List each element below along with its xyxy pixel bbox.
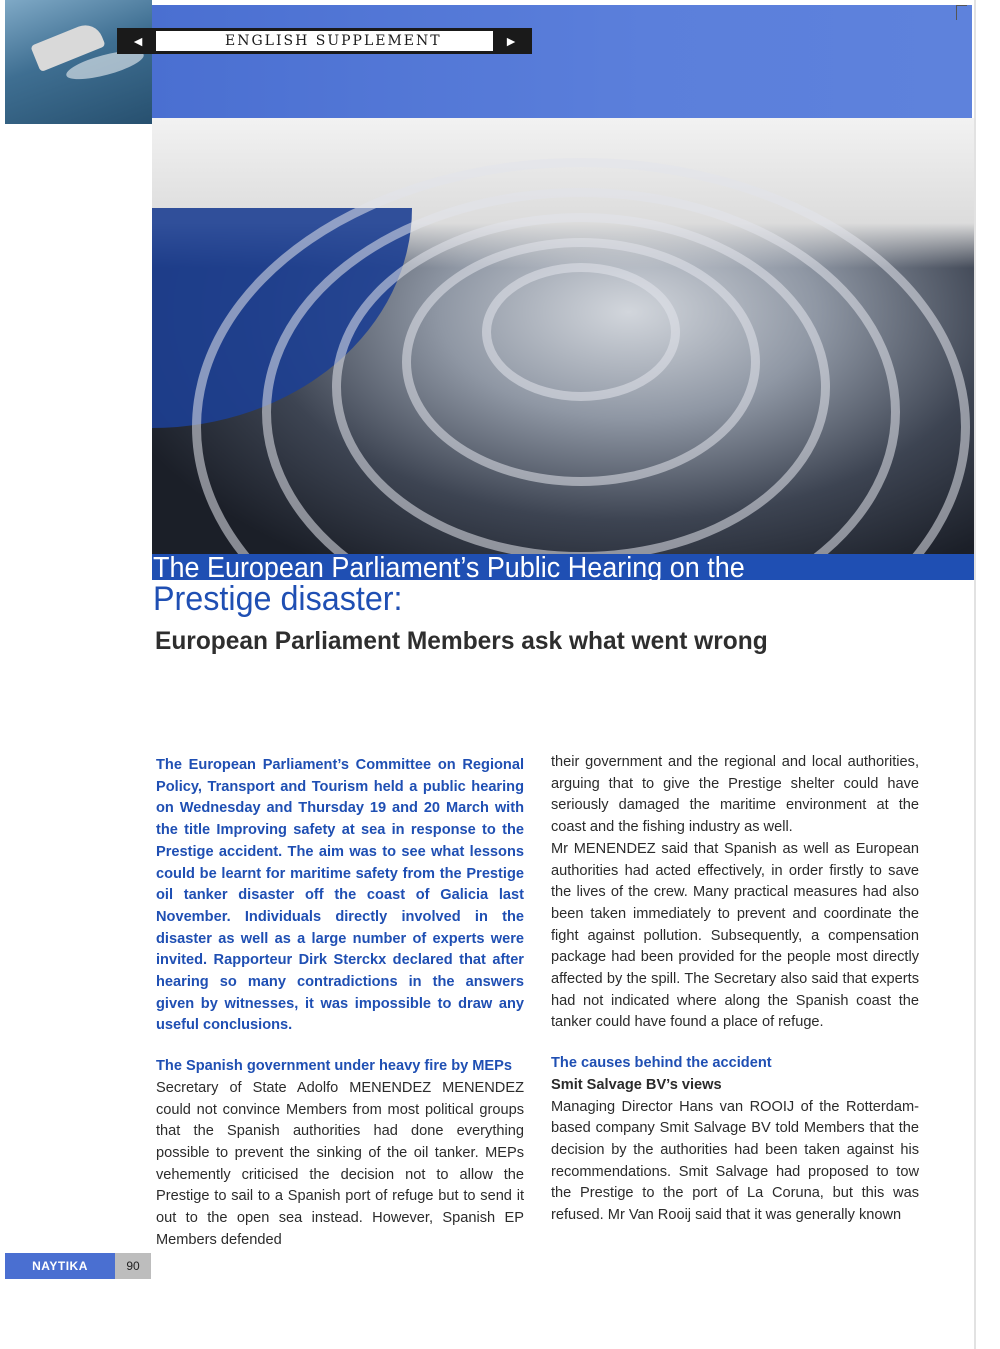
header-banner bbox=[152, 5, 972, 124]
left-arrow-icon[interactable]: ◄ bbox=[120, 31, 156, 51]
headline-line-1: The European Parliament’s Public Hearing on the bbox=[153, 552, 745, 584]
page-edge-line bbox=[974, 0, 976, 1349]
right-arrow-icon[interactable]: ► bbox=[493, 31, 529, 51]
article-subhead: European Parliament Members ask what went wrong bbox=[155, 627, 768, 655]
magazine-name-tab: ΝΑΥΤΙΚΑ ΧΡΟΝΙΚΑ bbox=[5, 1253, 115, 1279]
crop-mark bbox=[956, 5, 967, 20]
headline-line-2: Prestige disaster: bbox=[153, 580, 403, 618]
article-column-left bbox=[156, 755, 524, 1251]
paragraph-government-defended: their government and the regional and local authorities, arguing that to give the Prestige shelter could have seriously damaged the maritime environment at the coast and the fishing industry as well. bbox=[551, 754, 919, 836]
section-body-spanish-government: Secretary of State Adolfo MENENDEZ MENENDEZ could not convince Members from most political groups that the Spanish authorities had done everything possible to prevent the sinking of the oil tanker. MEPs vehemently criticised the decision not to allow the Prestige to sail to a Spanish port of refuge but to send it out to the open sea instead. However, Spanish EP Members defended bbox=[156, 1079, 524, 1248]
article-lead: The European Parliament’s Committee on Regional Policy, Transport and Tourism held a public hearing on Wednesday and Thursday 19 and 20 March with the title Improving safety at sea in response to the Prestige accident. The aim was to see what lessons could be learnt for maritime safety from the Prestige oil tanker disaster off the coast of Galicia last November. Individuals directly involved in the disaster as well as a large number of experts were invited. Rapporteur Dirk Sterckx declared that after hearing so many contradictions in the answers given by witnesses, it was impossible to draw any useful conclusions. bbox=[156, 757, 524, 1034]
page-number: 90 bbox=[115, 1253, 151, 1279]
section-heading-causes: The causes behind the accident bbox=[551, 1055, 772, 1072]
subsection-heading-smit-salvage: Smit Salvage BV’s views bbox=[551, 1076, 722, 1093]
supplement-bar bbox=[117, 28, 532, 54]
section-body-smit-salvage: Managing Director Hans van ROOIJ of the Rotterdam-based company Smit Salvage BV told Members that the decision by the authorities had been taken against his recommendations. Smit Salvage had proposed to tow the Prestige to the port of La Coruna, but this was refused. Mr Van Rooij said that it was generally known bbox=[551, 1098, 919, 1224]
paragraph-menendez: Mr MENENDEZ said that Spanish as well as European authorities had acted effectively, in order firstly to save the lives of the crew. Many practical measures had also been taken immediately to prevent and coordinate the fight against pollution. Subsequently, a compensation package had been provided for the people most directly affected by the spill. The Secretary also said that experts had not indicated where along the Spanish coast the tanker could have found a place of refuge. bbox=[551, 840, 919, 1031]
supplement-label: ENGLISH SUPPLEMENT bbox=[225, 33, 442, 49]
seat-ring-inner bbox=[482, 263, 680, 401]
parliament-chamber-photo bbox=[152, 118, 974, 580]
section-heading-spanish-government: The Spanish government under heavy fire by MEPs bbox=[156, 1058, 513, 1075]
article-column-right bbox=[551, 752, 919, 1227]
thumbnail-tanker-photo bbox=[5, 0, 152, 124]
